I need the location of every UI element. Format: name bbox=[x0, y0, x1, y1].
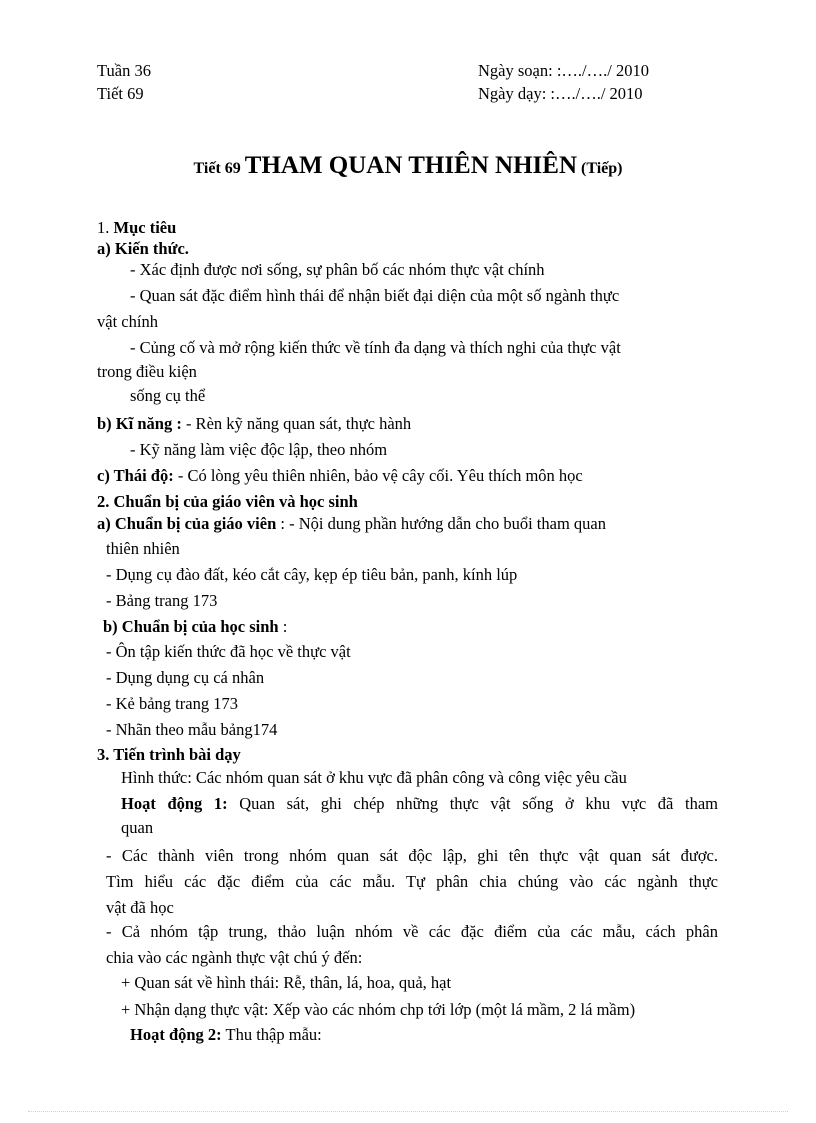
attitude-line bbox=[97, 466, 583, 486]
page-title bbox=[0, 152, 816, 180]
section1-heading bbox=[97, 218, 176, 238]
activity1-line2: quan bbox=[121, 818, 154, 837]
para4: + Nhận dạng thực vật: Xếp vào các nhóm chp tới lớp (một lá mầm, 2 lá mầm) bbox=[121, 1000, 636, 1019]
activity-form: Hình thức: Các nhóm quan sát ở khu vực đã phân công và công việc yêu cầu bbox=[121, 768, 627, 787]
attitude-heading: c) Thái độ: bbox=[97, 466, 174, 485]
student-prep-item-1: - Ôn tập kiến thức đã học về thực vật bbox=[106, 642, 351, 661]
activity2-text: Thu thập mẫu: bbox=[221, 1025, 322, 1044]
knowledge-item-2-line1: - Quan sát đặc điểm hình thái để nhận biết đại diện của một số ngành thực bbox=[130, 286, 620, 305]
knowledge-item-3-line2: trong điều kiện bbox=[97, 362, 197, 381]
skills-item-1: - Rèn kỹ năng quan sát, thực hành bbox=[185, 414, 412, 433]
section2-heading: 2. Chuẩn bị của giáo viên và học sinh bbox=[97, 492, 358, 511]
para1-line2: Tìm hiểu các đặc điểm của các mẫu. Tự phân chia chúng vào các ngành thực bbox=[106, 872, 718, 891]
student-prep-colon: : bbox=[278, 617, 288, 636]
knowledge-item-2-line2: vật chính bbox=[97, 312, 158, 331]
title-prefix: Tiết 69 bbox=[193, 160, 241, 177]
para2-line2: chia vào các ngành thực vật chú ý đến: bbox=[106, 948, 363, 967]
teacher-prep-line bbox=[97, 514, 606, 534]
teacher-prep-item-3: - Bảng trang 173 bbox=[106, 591, 218, 610]
section3-heading: 3. Tiến trình bài dạy bbox=[97, 745, 241, 764]
title-suffix: (Tiếp) bbox=[581, 160, 623, 177]
title-main: THAM QUAN THIÊN NHIÊN bbox=[244, 152, 577, 179]
knowledge-item-3-line3: sống cụ thể bbox=[130, 386, 206, 405]
student-prep-line bbox=[103, 617, 287, 637]
section1-title: Mục tiêu bbox=[113, 218, 177, 237]
page-bottom-border bbox=[28, 1111, 788, 1112]
activity1-line1 bbox=[121, 794, 718, 814]
teacher-prep-colon: : bbox=[276, 514, 285, 533]
activity1-label: Hoạt động 1: bbox=[121, 794, 228, 813]
week-label: Tuần 36 bbox=[97, 61, 151, 80]
student-prep-item-2: - Dụng dụng cụ cá nhân bbox=[106, 668, 265, 687]
section1-number: 1. bbox=[97, 218, 110, 237]
activity1-text: Quan sát, ghi chép những thực vật sống ở khu vực đã tham bbox=[227, 794, 718, 813]
knowledge-item-1: - Xác định được nơi sống, sự phân bố các nhóm thực vật chính bbox=[130, 260, 545, 279]
para3: + Quan sát về hình thái: Rễ, thân, lá, hoa, quả, hạt bbox=[121, 973, 452, 992]
teach-date: Ngày dạy: :…./…./ 2010 bbox=[478, 84, 643, 103]
prep-date: Ngày soạn: :…./…./ 2010 bbox=[478, 61, 649, 80]
para1-line1: - Các thành viên trong nhóm quan sát độc lập, ghi tên thực vật quan sát được. bbox=[106, 846, 718, 865]
skills-line bbox=[97, 414, 411, 434]
student-prep-item-3: - Kẻ bảng trang 173 bbox=[106, 694, 238, 713]
activity2-label: Hoạt động 2: bbox=[130, 1025, 222, 1044]
student-prep-item-4: - Nhãn theo mẫu bảng174 bbox=[106, 720, 278, 739]
teacher-prep-item-1-line1: - Nội dung phần hướng dẫn cho buổi tham quan bbox=[284, 514, 607, 533]
knowledge-item-3-line1: - Củng cố và mở rộng kiến thức về tính đa dạng và thích nghi của thực vật bbox=[130, 338, 621, 357]
teacher-prep-item-1-line2: thiên nhiên bbox=[106, 539, 180, 558]
skills-item-2: - Kỹ năng làm việc độc lập, theo nhóm bbox=[130, 440, 388, 459]
teacher-prep-item-2: - Dụng cụ đào đất, kéo cắt cây, kẹp ép tiêu bản, panh, kính lúp bbox=[106, 565, 518, 584]
activity2-line bbox=[130, 1025, 322, 1045]
lesson-label: Tiết 69 bbox=[97, 84, 144, 103]
student-prep-heading: b) Chuẩn bị của học sinh bbox=[103, 617, 279, 636]
para1-line3: vật đã học bbox=[106, 898, 174, 917]
attitude-item: - Có lòng yêu thiên nhiên, bảo vệ cây cối. Yêu thích môn học bbox=[177, 466, 583, 485]
skills-heading: b) Kĩ năng : bbox=[97, 414, 182, 433]
knowledge-heading: a) Kiến thức. bbox=[97, 239, 189, 258]
para2-line1: - Cả nhóm tập trung, thảo luận nhóm về các đặc điểm của các mẫu, cách phân bbox=[106, 922, 718, 941]
teacher-prep-heading: a) Chuẩn bị của giáo viên bbox=[97, 514, 277, 533]
